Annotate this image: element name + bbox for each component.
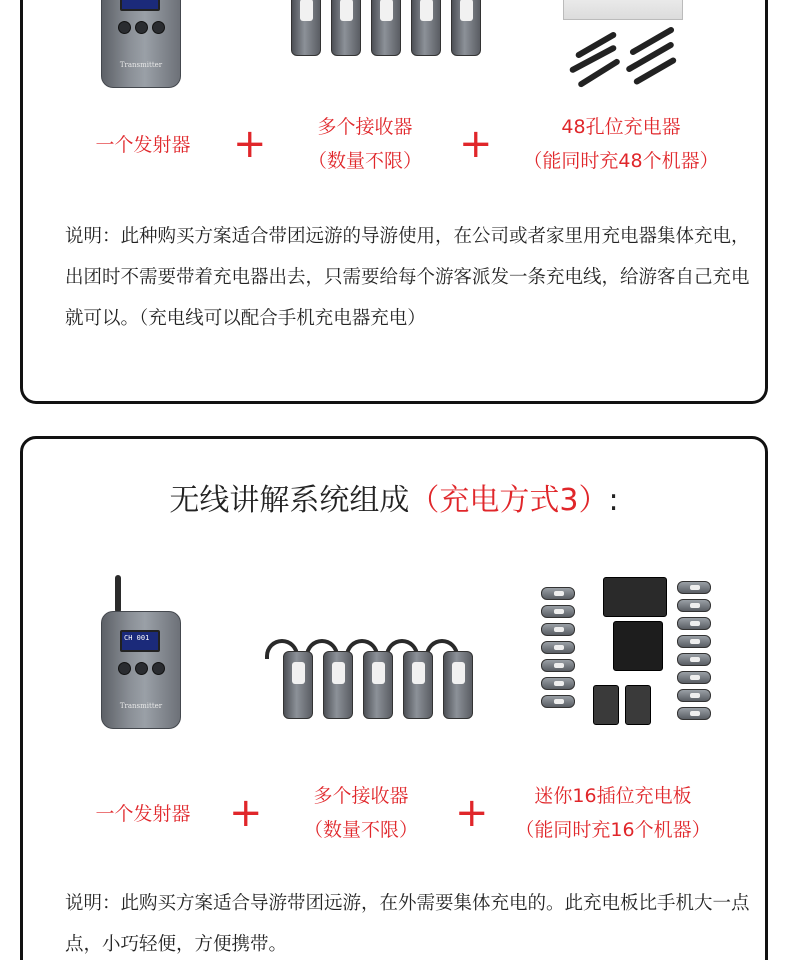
transmitter-body <box>101 0 181 88</box>
power-adapter <box>603 577 667 617</box>
package-card-1 <box>20 0 768 404</box>
receiver-device <box>677 617 711 630</box>
plus-sign: + <box>455 790 489 836</box>
receiver-device <box>541 587 575 600</box>
transmitter-antenna <box>115 575 121 613</box>
plus-sign: + <box>233 121 267 167</box>
charger-caption-line2: （能同时充48个机器） <box>523 150 719 172</box>
receiver-device <box>541 659 575 672</box>
receiver-device <box>677 635 711 648</box>
description-note: 说明：此种购买方案适合带团远游的导游使用，在公司或者家里用充电器集体充电，出团时不需要带着充电器出去，只需要给每个游客派发一条充电线，给游客自己充电就可以。（充电线可以配合手机充电器充电） <box>65 226 750 329</box>
receiver-device <box>541 623 575 636</box>
charging-board-panel <box>593 685 619 725</box>
transmitter-button <box>118 662 131 675</box>
transmitter-brand: Transmitter <box>119 702 163 710</box>
section-title <box>23 475 765 519</box>
receiver-caption-line1: 多个接收器 <box>317 116 413 138</box>
charger-caption-line1: 48孔位充电器 <box>561 116 681 138</box>
charger-caption-line1: 迷你16插位充电板 <box>534 785 692 807</box>
charging-board <box>613 621 663 671</box>
receiver-device <box>371 0 401 56</box>
transmitter-button <box>152 662 165 675</box>
receiver-caption-line1: 多个接收器 <box>313 785 409 807</box>
transmitter-brand: Transmitter <box>119 61 163 69</box>
charging-cable <box>625 41 675 73</box>
transmitter-image <box>101 0 183 90</box>
transmitter-caption: 一个发射器 <box>95 803 191 825</box>
package-card-2 <box>20 436 768 960</box>
title-prefix: 无线讲解系统组成 <box>169 483 410 518</box>
receiver-device <box>677 689 711 702</box>
receiver-caption-line2: （数量不限） <box>303 819 418 841</box>
receiver-device <box>677 671 711 684</box>
charger-16-image <box>537 573 717 753</box>
receivers-image <box>265 639 485 729</box>
receiver-device <box>291 0 321 56</box>
receiver-device <box>443 651 473 719</box>
receiver-device <box>677 599 711 612</box>
receiver-device <box>403 651 433 719</box>
transmitter-screen <box>120 0 160 11</box>
title-suffix: : <box>608 483 619 518</box>
charger-caption <box>503 779 723 847</box>
transmitter-button <box>152 21 165 34</box>
transmitter-button <box>135 662 148 675</box>
transmitter-body <box>101 611 181 729</box>
charger-48-image <box>553 0 693 90</box>
receivers-image <box>273 0 483 60</box>
receiver-device <box>451 0 481 56</box>
plus-sign: + <box>229 790 263 836</box>
charger-caption-line2: （能同时充16个机器） <box>515 819 711 841</box>
charger-caption <box>511 110 731 178</box>
charging-board-panel <box>625 685 651 725</box>
receiver-device <box>541 605 575 618</box>
plus-sign: + <box>459 121 493 167</box>
receiver-caption <box>285 110 445 178</box>
transmitter-image <box>101 611 183 731</box>
receiver-device <box>283 651 313 719</box>
charger-48-box <box>563 0 683 20</box>
receiver-device <box>363 651 393 719</box>
receiver-caption-line2: （数量不限） <box>307 150 422 172</box>
transmitter-screen: CH 001 <box>120 630 160 652</box>
description-note: 说明：此购买方案适合导游带团远游，在外需要集体充电的。此充电板比手机大一点点，小巧轻便，方便携带。 <box>65 893 750 955</box>
receiver-caption <box>281 779 441 847</box>
receiver-device <box>677 581 711 594</box>
receiver-device <box>323 651 353 719</box>
transmitter-button <box>118 21 131 34</box>
receiver-device <box>411 0 441 56</box>
transmitter-caption: 一个发射器 <box>95 134 191 156</box>
receiver-device <box>541 695 575 708</box>
receiver-device <box>541 641 575 654</box>
transmitter-button <box>135 21 148 34</box>
receiver-device <box>677 653 711 666</box>
title-accent: （充电方式3） <box>409 483 609 518</box>
receiver-device <box>677 707 711 720</box>
receiver-device <box>541 677 575 690</box>
receiver-device <box>331 0 361 56</box>
